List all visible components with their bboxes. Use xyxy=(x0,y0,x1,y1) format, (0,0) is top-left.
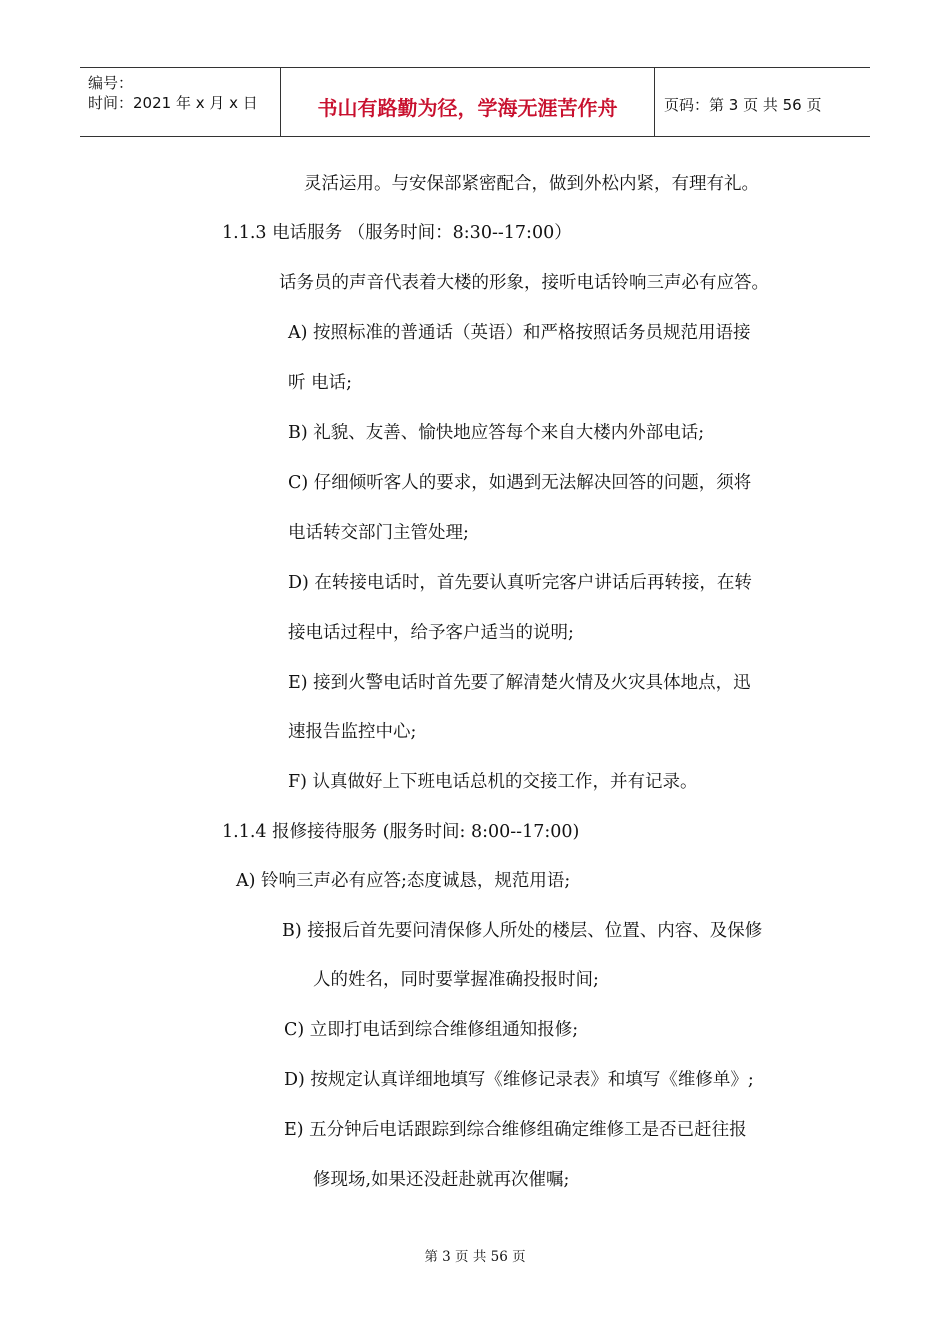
list-item-b: B) 礼貌、友善、愉快地应答每个来自大楼内外部电话; xyxy=(288,423,705,443)
list-item-f: F) 认真做好上下班电话总机的交接工作，并有记录。 xyxy=(288,772,698,792)
header-page-cell xyxy=(654,68,870,136)
list-item-a: A) 按照标准的普通话（英语）和严格按照话务员规范用语接 xyxy=(288,323,751,343)
list-item-e: E) 接到火警电话时首先要了解清楚火情及火灾具体地点，迅 xyxy=(288,673,751,693)
header-meta-cell xyxy=(80,68,280,136)
list-item-d: D) 在转接电话时，首先要认真听完客户讲话后再转接，在转 xyxy=(288,573,752,593)
page-footer: 第 3 页 共 56 页 xyxy=(424,1249,526,1265)
list-item-c-cont: 电话转交部门主管处理; xyxy=(288,523,469,543)
body-line: 话务员的声音代表着大楼的形象，接听电话铃响三声必有应答。 xyxy=(279,273,769,293)
list-item-b: B) 接报后首先要问清保修人所处的楼层、位置、内容、及保修 xyxy=(282,921,763,941)
document-date-label: 时间：2021 年 x 月 x 日 xyxy=(88,94,258,112)
document-number-label: 编号： xyxy=(88,74,134,92)
list-item-e: E) 五分钟后电话跟踪到综合维修组确定维修工是否已赶往报 xyxy=(284,1120,747,1140)
list-item-a: A) 铃响三声必有应答;态度诚恳，规范用语; xyxy=(236,871,571,891)
header-page-number: 页码：第 3 页 共 56 页 xyxy=(664,96,822,114)
list-item-e-cont: 速报告监控中心; xyxy=(288,722,417,742)
section-heading-1-1-4: 1.1.4 报修接待服务 (服务时间: 8:00--17:00) xyxy=(222,822,580,842)
list-item-c: C) 立即打电话到综合维修组通知报修; xyxy=(284,1020,579,1040)
list-item-e-cont: 修现场,如果还没赶赴就再次催嘱; xyxy=(313,1170,570,1190)
list-item-a-cont: 听 电话; xyxy=(288,373,352,393)
section-heading-1-1-3: 1.1.3 电话服务 （服务时间：8:30--17:00） xyxy=(222,223,572,243)
list-item-b-cont: 人的姓名，同时要掌握准确投报时间; xyxy=(313,970,599,990)
body-line: 灵活运用。与安保部紧密配合，做到外松内紧，有理有礼。 xyxy=(304,174,759,194)
header-motto-cell xyxy=(280,68,655,136)
list-item-d-cont: 接电话过程中，给予客户适当的说明; xyxy=(288,623,574,643)
page-header xyxy=(80,67,870,137)
list-item-c: C) 仔细倾听客人的要求，如遇到无法解决回答的问题，须将 xyxy=(288,473,752,493)
list-item-d: D) 按规定认真详细地填写《维修记录表》和填写《维修单》; xyxy=(284,1070,754,1090)
header-motto: 书山有路勤为径，学海无涯苦作舟 xyxy=(317,96,618,120)
